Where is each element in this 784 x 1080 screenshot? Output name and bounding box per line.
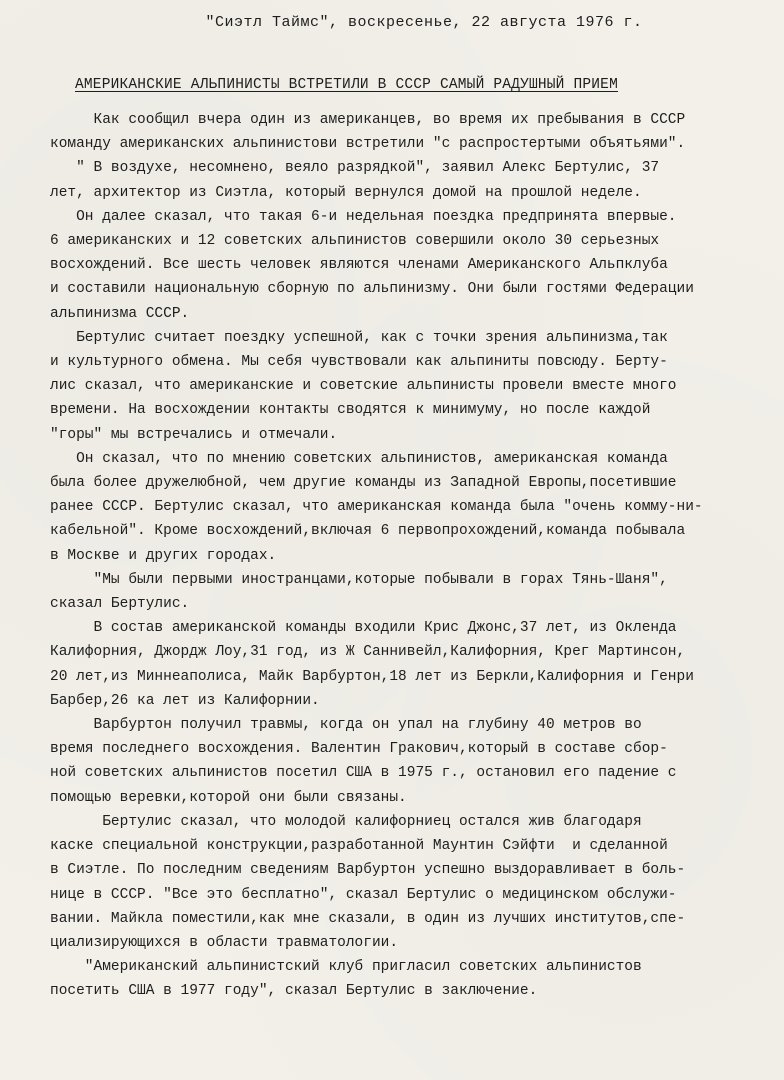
paragraph-line: альпинизма СССР. (50, 305, 190, 322)
article-paragraph (50, 205, 758, 326)
paragraph-line: циализирующихся в области травматологии. (50, 934, 399, 951)
article-body (50, 108, 758, 1004)
article-headline: АМЕРИКАНСКИЕ АЛЬПИНИСТЫ ВСТРЕТИЛИ В СССР САМЫЙ РАДУШНЫЙ ПРИЕМ (75, 77, 618, 93)
paragraph-line: каске специальной конструкции,разработанной Маунтин Сэйфти и сделанной (50, 838, 668, 855)
article-paragraph (50, 713, 758, 810)
paragraph-line: Он сказал, что по мнению советских альпинистов, американская команда (50, 450, 668, 467)
paragraph-line: была более дружелюбной, чем другие команды из Западной Европы,посетившие (50, 475, 677, 492)
article-paragraph (50, 108, 758, 156)
paragraph-line: время последнего восхождения. Валентин Гракович,который в составе сбор- (50, 741, 668, 758)
paragraph-line: лет, архитектор из Сиэтла, который вернулся домой на прошлой неделе. (50, 184, 642, 201)
paragraph-line: кабельной". Кроме восхождений,включая 6 первопрохождений,команда побывала (50, 523, 686, 540)
article-paragraph (50, 616, 758, 713)
newspaper-header: "Сиэтл Таймс", воскресенье, 22 августа 1976 г. (205, 14, 643, 31)
paragraph-line: времени. На восхождении контакты сводятся к минимуму, но после каждой (50, 402, 651, 419)
paragraph-line: " В воздухе, несомнено, веяло разрядкой", заявил Алекс Бертулис, 37 (50, 160, 660, 177)
paragraph-line: Бертулис считает поездку успешной, как с точки зрения альпинизма,так (50, 329, 668, 346)
paragraph-line: Как сообщил вчера один из американцев, во время их пребывания в СССР (50, 112, 686, 128)
paragraph-line: и составили национальную сборную по альпинизму. Они были гостями Федерации (50, 281, 694, 298)
paragraph-line: Варбуртон получил травмы, когда он упал на глубину 40 метров во (50, 717, 642, 734)
paragraph-line: "Американский альпинистский клуб пригласил советских альпинистов (50, 959, 642, 976)
article-paragraph (50, 447, 758, 568)
paragraph-line: сказал Бертулис. (50, 596, 190, 613)
paragraph-line: вании. Майкла поместили,как мне сказали, в один из лучших институтов,спе- (50, 910, 686, 927)
article-paragraph (50, 156, 758, 204)
paragraph-line: посетить США в 1977 году", сказал Бертулис в заключение. (50, 983, 538, 1000)
article-paragraph (50, 326, 758, 447)
paragraph-line: 20 лет,из Миннеаполиса, Майк Варбуртон,18 лет из Беркли,Калифорния и Генри (50, 668, 694, 685)
paragraph-line: в Москве и других городах. (50, 547, 277, 564)
article-paragraph (50, 955, 758, 1003)
paragraph-line: "горы" мы встречались и отмечали. (50, 426, 338, 443)
paragraph-line: 6 американских и 12 советских альпинистов совершили около 30 серьезных (50, 233, 660, 250)
paragraph-line: в Сиэтле. По последним сведениям Варбуртон успешно выздоравливает в боль- (50, 862, 686, 879)
paragraph-line: лис сказал, что американские и советские альпинисты провели вместе много (50, 378, 677, 395)
paragraph-line: В состав американской команды входили Крис Джонс,37 лет, из Окленда (50, 620, 677, 637)
paragraph-line: и культурного обмена. Мы себя чувствовали как альпиниты повсюду. Берту- (50, 354, 668, 371)
paragraph-line: ранее СССР. Бертулис сказал, что американская команда была "очень комму-ни- (50, 499, 703, 516)
paragraph-line: Он далее сказал, что такая 6-и недельная поездка предпринята впервые. (50, 208, 677, 225)
article-paragraph (50, 568, 758, 616)
paragraph-line: команду американских альпинистови встретили "с распростертыми объятьями". (50, 136, 686, 153)
paragraph-line: нице в СССР. "Все это бесплатно", сказал Бертулис о медицинском обслужи- (50, 886, 677, 903)
paragraph-line: Барбер,26 ка лет из Калифорнии. (50, 692, 320, 709)
paragraph-line: ной советских альпинистов посетил США в 1975 г., остановил его падение с (50, 765, 677, 782)
paragraph-line: Калифорния, Джордж Лоу,31 год, из Ж Саннивейл,Калифорния, Крег Мартинсон, (50, 644, 686, 661)
article-paragraph (50, 810, 758, 955)
paragraph-line: Бертулис сказал, что молодой калифорниец остался жив благодаря (50, 813, 642, 830)
paragraph-line: помощью веревки,которой они были связаны. (50, 789, 407, 806)
paragraph-line: "Мы были первыми иностранцами,которые побывали в горах Тянь-Шаня", (50, 571, 668, 588)
paragraph-line: восхождений. Все шесть человек являются членами Американского Альпклуба (50, 257, 668, 274)
